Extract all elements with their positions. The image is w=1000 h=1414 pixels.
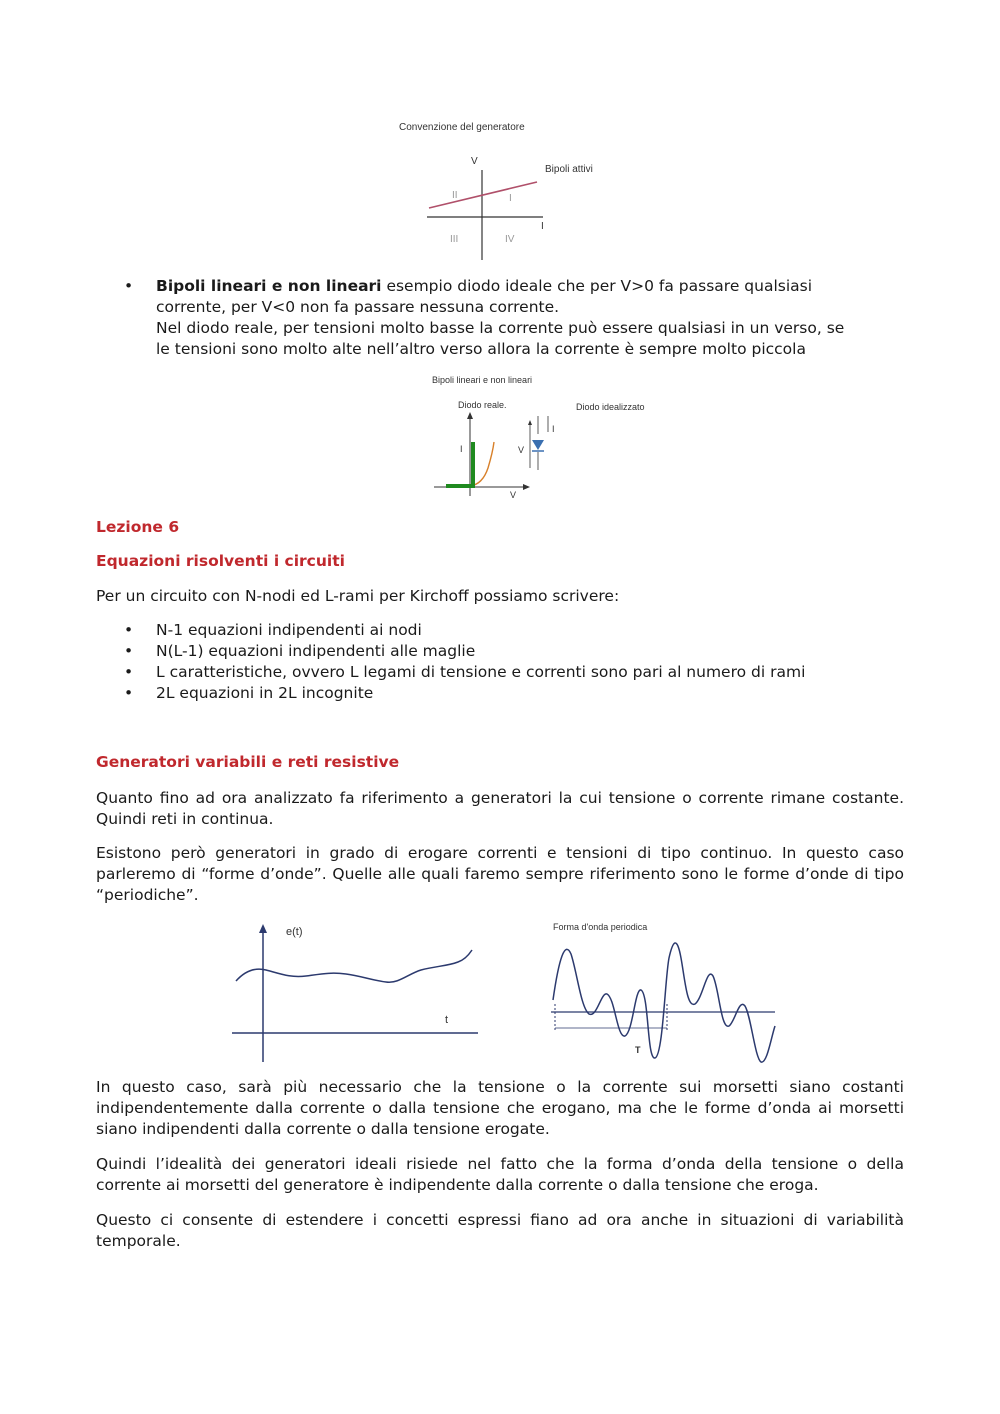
figure-caption: Convenzione del generatore — [399, 122, 525, 133]
periodic-curve — [553, 943, 775, 1062]
paragraph: Questo ci consente di estendere i concetti espressi fiano ad ora anche in situazioni di variabilità temporale. — [96, 1211, 904, 1250]
lesson-title: Lezione 6 — [96, 518, 180, 536]
active-bipole-line — [429, 182, 537, 208]
list-item — [96, 276, 906, 360]
intro-paragraph: Per un circuito con N-nodi ed L-rami per Kirchoff possiamo scrivere: — [96, 587, 620, 605]
ideal-diode-label: Diodo idealizzato — [576, 402, 645, 412]
quadrant-iv: IV — [505, 234, 515, 245]
paragraph: Esistono però generatori in grado di erogare correnti e tensioni di tipo continuo. In questo caso parleremo di “forme d’onde”. Quelle alle quali faremo sempre riferimento sono le forme d’onde di tipo “periodiche”. — [96, 844, 904, 904]
v-axis-arrow — [523, 484, 530, 490]
paragraph: In questo caso, sarà più necessario che la tensione o la corrente sui morsetti siano costanti indipendentemente dalla corrente o dalla tensione che erogano, ma che le forme d’onda ai morsetti siano indipendenti dalla corrente o dalla tensione erogate. — [96, 1078, 904, 1138]
paragraph: Quanto fino ad ora analizzato fa riferimento a generatori la cui tensione o corrente rimane costante. Quindi reti in continua. — [96, 789, 904, 828]
bipoli-line2: corrente, per V<0 non fa passare nessuna corrente. — [156, 298, 560, 316]
quadrant-i: I — [509, 193, 512, 204]
diode-i-axis-label: I — [460, 444, 463, 454]
real-diode-label: Diodo reale. — [458, 400, 507, 410]
bipoli-line4: le tensioni sono molto alte nell’altro verso allora la corrente è sempre molto piccola — [156, 340, 806, 358]
et-x-label: t — [445, 1014, 449, 1026]
list-item: • L caratteristiche, ovvero L legami di tensione e correnti sono pari al numero di rami — [96, 662, 906, 683]
et-y-label: e(t) — [286, 926, 303, 938]
bipoli-line1: esempio diodo ideale che per V>0 fa passare qualsiasi — [386, 277, 813, 295]
diode-v-label: V — [518, 445, 525, 455]
quadrant-iii: III — [450, 234, 459, 245]
section-title-generatori: Generatori variabili e reti resistive — [96, 753, 400, 771]
et-curve — [236, 950, 472, 982]
list-item: • N(L-1) equazioni indipendenti alle maglie — [96, 641, 906, 662]
diode-plot — [426, 372, 666, 504]
diode-v-axis-label: V — [510, 490, 517, 500]
et-plot — [226, 920, 481, 1066]
diode-symbol-triangle — [532, 440, 544, 450]
et-y-arrow — [259, 924, 267, 933]
figure-generator-convention — [395, 118, 625, 268]
figure-diode — [426, 372, 666, 504]
diode-i-label: I — [552, 424, 555, 434]
periodic-title: Forma d'onda periodica — [553, 922, 648, 932]
v-axis-label: V — [471, 156, 478, 167]
periodic-plot — [545, 918, 780, 1066]
bipoli-title: Bipoli lineari e non lineari — [156, 277, 382, 295]
i-axis-arrow — [467, 412, 473, 419]
figure-periodic-waveform — [545, 918, 780, 1066]
bipoli-line3: Nel diodo reale, per tensioni molto basse la corrente può essere qualsiasi in un verso, se — [156, 319, 845, 337]
active-bipoles-label: Bipoli attivi — [545, 164, 593, 175]
list-item: • 2L equazioni in 2L incognite — [96, 683, 906, 704]
figure-et-waveform — [226, 920, 481, 1066]
diode-figure-title: Bipoli lineari e non lineari — [432, 375, 533, 385]
section-title-equazioni: Equazioni risolventi i circuiti — [96, 552, 345, 570]
i-axis-label: I — [541, 221, 544, 232]
voltage-arrowhead — [528, 420, 532, 425]
paragraph: Quindi l’idealità dei generatori ideali risiede nel fatto che la forma d’onda della tensione o della corrente ai morsetti del generatore è indipendente dalla corrente o dalla tensione che eroga. — [96, 1155, 904, 1194]
period-label: T — [635, 1045, 641, 1055]
list-item: • N-1 equazioni indipendenti ai nodi — [96, 620, 906, 641]
equations-bullet-list — [96, 620, 906, 704]
bipoli-bullet-list — [96, 276, 906, 360]
quadrant-ii: II — [452, 190, 458, 201]
